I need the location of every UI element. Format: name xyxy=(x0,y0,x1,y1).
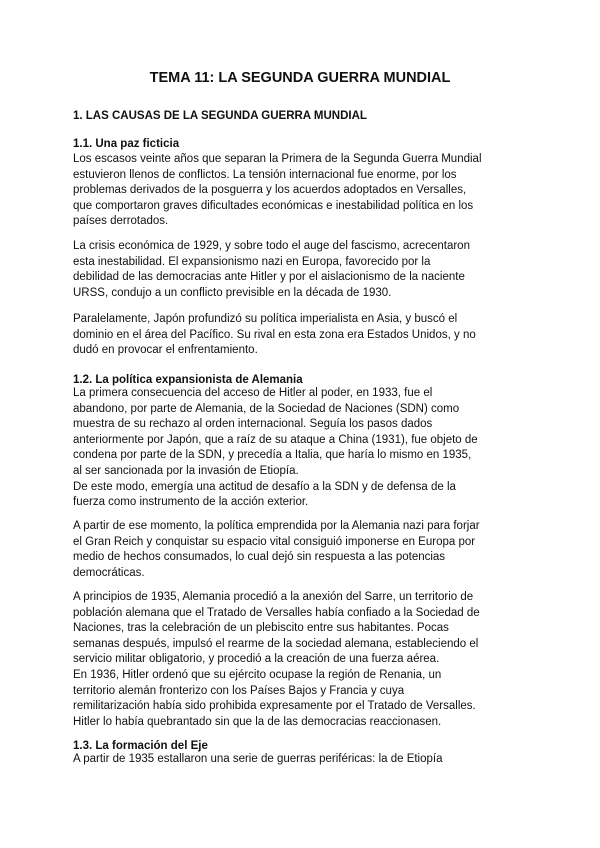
paragraph xyxy=(73,386,543,511)
text-line: remilitarización había sido prohibida expresamente por el Tratado de Versalles. xyxy=(73,700,476,713)
text-line: medio de hechos consumados, lo cual dejó sin respuesta a las potencias xyxy=(73,551,446,564)
subsection-heading-1-2: 1.2. La política expansionista de Alemania xyxy=(73,374,303,386)
text-line: servicio militar obligatorio, y procedió a la creación de una fuerza aérea. xyxy=(73,653,440,666)
paragraph xyxy=(73,152,543,230)
text-line: países derrotados. xyxy=(73,215,169,228)
text-line: fuerza como instrumento de la acción exterior. xyxy=(73,496,309,509)
text-line: el Gran Reich y conquistar su espacio vital consiguió imponerse en Europa por xyxy=(73,535,476,548)
text-line: En 1936, Hitler ordenó que su ejército ocupase la región de Renania, un xyxy=(73,668,442,681)
text-line: muestra de su rechazo al orden internacional. Seguía los pasos dados xyxy=(73,418,433,431)
text-line: población alemana que el Tratado de Versalles había confiado a la Sociedad de xyxy=(73,606,480,619)
paragraph xyxy=(73,752,543,768)
subsection-heading-1-1: 1.1. Una paz ficticia xyxy=(73,138,180,150)
text-line: La crisis económica de 1929, y sobre todo el auge del fascismo, acrecentaron xyxy=(73,240,470,252)
text-line: que comportaron graves dificultades económicas e inestabilidad política en los xyxy=(73,199,474,212)
paragraph xyxy=(73,239,543,301)
text-line: estuvieron llenos de conflictos. La tensión internacional fue enorme, por los xyxy=(73,168,457,181)
text-line: condena por parte de la SDN, y precedía a Italia, que haría lo mismo en 1935, xyxy=(73,449,472,462)
text-line: debilidad de las democracias ante Hitler y por el aislacionismo de la naciente xyxy=(73,271,465,284)
text-line: Paralelamente, Japón profundizó su política imperialista en Asia, y buscó el xyxy=(73,313,458,325)
text-line: territorio alemán fronterizo con los Países Bajos y Francia y cuya xyxy=(73,684,405,697)
paragraph xyxy=(73,519,543,581)
text-line: problemas derivados de la posguerra y los acuerdos adoptados en Versalles, xyxy=(73,184,467,197)
text-line: Los escasos veinte años que separan la Primera de la Segunda Guerra Mundial xyxy=(73,153,482,165)
text-line: Hitler lo había quebrantado sin que la de las democracias reaccionasen. xyxy=(73,715,442,728)
text-line: A partir de 1935 estallaron una serie de guerras periféricas: la de Etiopía xyxy=(73,753,443,765)
section-heading: 1. LAS CAUSAS DE LA SEGUNDA GUERRA MUNDIAL xyxy=(73,110,367,122)
text-line: anteriormente por Japón, que a raíz de su ataque a China (1931), fue objeto de xyxy=(73,433,478,446)
text-line: Naciones, tras la celebración de un plebiscito entre sus habitantes. Pocas xyxy=(73,622,449,635)
text-line: A partir de ese momento, la política emprendida por la Alemania nazi para forjar xyxy=(73,520,480,532)
text-line: dudó en provocar el enfrentamiento. xyxy=(73,344,258,357)
text-line: democráticas. xyxy=(73,566,145,579)
text-line: semanas después, impulsó el rearme de la sociedad alemana, estableciendo el xyxy=(73,637,479,650)
text-line: La primera consecuencia del acceso de Hitler al poder, en 1933, fue el xyxy=(73,387,433,399)
text-line: abandono, por parte de Alemania, de la Sociedad de Naciones (SDN) como xyxy=(73,402,460,415)
text-line: A principios de 1935, Alemania procedió a la anexión del Sarre, un territorio de xyxy=(73,591,474,603)
paragraph xyxy=(73,312,543,359)
text-line: esta inestabilidad. El expansionismo nazi en Europa, favorecido por la xyxy=(73,255,431,268)
text-line: URSS, condujo a un conflicto previsible en la década de 1930. xyxy=(73,286,392,299)
text-line: dominio en el área del Pacífico. Su rival en esta zona era Estados Unidos, y no xyxy=(73,328,476,341)
text-line: De este modo, emergía una actitud de desafío a la SDN y de defensa de la xyxy=(73,480,456,493)
subsection-heading-1-3: 1.3. La formación del Eje xyxy=(73,740,208,752)
text-line: al ser sancionada por la invasión de Etiopía. xyxy=(73,464,299,477)
page-title: TEMA 11: LA SEGUNDA GUERRA MUNDIAL xyxy=(149,70,451,86)
paragraph xyxy=(73,590,543,730)
